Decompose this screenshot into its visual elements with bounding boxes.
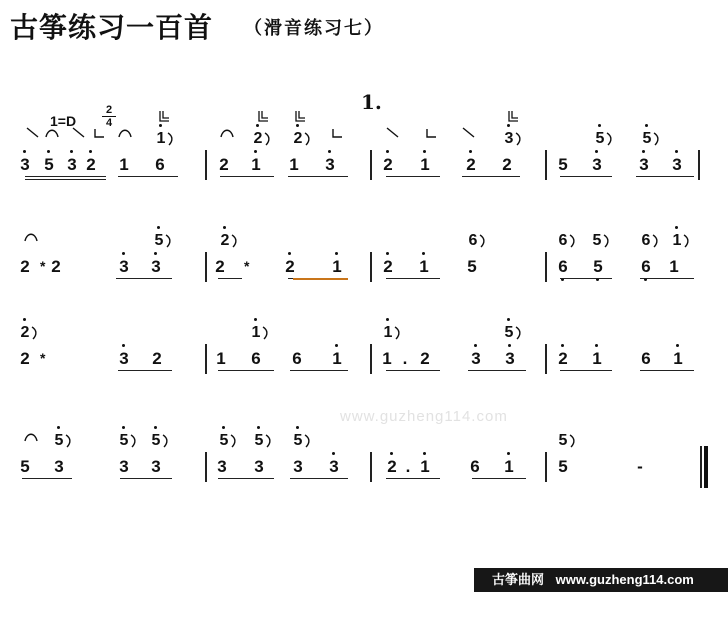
score-row-4	[0, 428, 728, 508]
note: 2	[502, 155, 512, 174]
page-title: 古筝练习一百首	[10, 12, 214, 43]
slide-hook-icon	[31, 326, 39, 340]
high-octave-dot	[288, 252, 291, 255]
note: 2	[555, 350, 571, 368]
high-octave-dot	[57, 426, 60, 429]
note: 1	[589, 350, 605, 368]
beam-line	[118, 370, 172, 371]
time-signature-top: 2	[102, 104, 116, 117]
note: 1	[501, 458, 517, 476]
note: 5	[558, 457, 568, 476]
note: 2	[215, 257, 225, 276]
star-symbol: *	[40, 258, 46, 274]
high-octave-dot	[561, 344, 564, 347]
slide-hook-icon	[262, 326, 270, 340]
barline	[545, 344, 547, 374]
bracket-mark-icon	[256, 110, 270, 124]
upper-note: 1	[153, 130, 169, 148]
slide-down-icon	[72, 126, 86, 140]
high-octave-dot	[507, 318, 510, 321]
high-octave-dot	[675, 226, 678, 229]
beam-line	[640, 278, 694, 279]
beam-line	[290, 478, 348, 479]
note: 6	[555, 258, 571, 276]
high-octave-dot	[157, 226, 160, 229]
upper-note: 6	[558, 232, 568, 249]
high-octave-dot	[222, 426, 225, 429]
note: 2	[463, 156, 479, 174]
upper-note: 5	[558, 432, 568, 449]
slide-hook-icon	[394, 326, 402, 340]
slide-hook-icon	[652, 234, 660, 248]
slide-hook-icon	[515, 326, 523, 340]
slur-arc-icon	[24, 430, 38, 444]
slide-down-icon	[26, 126, 40, 140]
note: 5	[20, 457, 30, 476]
high-octave-dot	[423, 150, 426, 153]
beam-line	[636, 176, 694, 177]
high-octave-dot	[335, 344, 338, 347]
beam-line	[218, 370, 274, 371]
note: 2	[83, 156, 99, 174]
upper-note: 5	[116, 432, 132, 450]
star-symbol: *	[244, 258, 250, 274]
upper-note: 5	[148, 432, 164, 450]
slide-hook-icon	[231, 234, 239, 248]
beam-line	[293, 278, 348, 280]
piece-number: 1.	[361, 90, 382, 114]
slide-hook-icon	[603, 234, 611, 248]
note: 3	[54, 457, 64, 476]
upper-note: 5	[501, 324, 517, 342]
note: 1	[248, 156, 264, 174]
slide-hook-icon	[162, 434, 170, 448]
slide-hook-icon	[683, 234, 691, 248]
beam-line	[120, 478, 172, 479]
beam-line	[640, 370, 694, 371]
barline	[698, 150, 700, 180]
high-octave-dot	[390, 452, 393, 455]
slide-hook-icon	[167, 132, 175, 146]
note: 2	[282, 258, 298, 276]
beam-line	[25, 179, 106, 180]
upper-note: 2	[17, 324, 33, 342]
barline	[205, 344, 207, 374]
note: 3	[116, 258, 132, 276]
beam-line	[468, 370, 526, 371]
footer-site-name: 古筝曲网	[492, 572, 545, 587]
slide-hook-icon	[130, 434, 138, 448]
time-signature-bottom: 4	[105, 117, 113, 129]
note: 1	[329, 350, 345, 368]
note: 6	[155, 155, 165, 174]
footer-url: www.guzheng114.com	[555, 572, 694, 587]
high-octave-dot	[675, 150, 678, 153]
barline	[370, 344, 372, 374]
beam-line	[560, 176, 612, 177]
beam-line	[25, 176, 106, 177]
note: 3	[151, 457, 161, 476]
high-octave-dot	[254, 150, 257, 153]
beam-line	[462, 176, 520, 177]
score-row-1	[0, 126, 728, 206]
bracket-mark-icon	[506, 110, 520, 124]
high-octave-dot	[386, 150, 389, 153]
slur-arc-icon	[118, 126, 132, 140]
note: 2	[380, 258, 396, 276]
upper-note: 5	[151, 232, 167, 250]
note: 3	[502, 350, 518, 368]
upper-note: 2	[250, 130, 266, 148]
high-octave-dot	[23, 150, 26, 153]
barline	[205, 452, 207, 482]
note: 3	[64, 156, 80, 174]
upper-note: 1	[669, 232, 685, 250]
note: 1	[416, 258, 432, 276]
high-octave-dot	[642, 150, 645, 153]
slide-hook-icon	[569, 434, 577, 448]
slide-hook-icon	[606, 132, 614, 146]
barline	[545, 150, 547, 180]
high-octave-dot	[598, 124, 601, 127]
upper-note: 6	[468, 232, 478, 249]
slide-hook-icon	[569, 234, 577, 248]
high-octave-dot	[507, 452, 510, 455]
high-octave-dot	[595, 344, 598, 347]
beam-line	[118, 176, 178, 177]
high-octave-dot	[474, 344, 477, 347]
slide-hook-icon	[515, 132, 523, 146]
beam-line	[288, 176, 348, 177]
corner-mark-icon	[92, 126, 106, 140]
score-row-2	[0, 228, 728, 308]
high-octave-dot	[122, 426, 125, 429]
note-symbol: .	[405, 457, 411, 476]
high-octave-dot	[676, 344, 679, 347]
high-octave-dot	[645, 124, 648, 127]
note: 6	[251, 349, 261, 368]
watermark: www.guzheng114.com	[340, 408, 508, 425]
high-octave-dot	[507, 124, 510, 127]
note: 2	[384, 458, 400, 476]
upper-note: 5	[290, 432, 306, 450]
note: 1	[289, 155, 299, 174]
high-octave-dot	[47, 150, 50, 153]
note: 2	[219, 155, 229, 174]
beam-line	[386, 176, 440, 177]
barline	[205, 150, 207, 180]
note: 3	[589, 156, 605, 174]
high-octave-dot	[328, 150, 331, 153]
beam-line	[560, 278, 612, 279]
high-octave-dot	[154, 426, 157, 429]
note: 6	[638, 258, 654, 276]
slide-hook-icon	[65, 434, 73, 448]
upper-note: 5	[639, 130, 655, 148]
note: 6	[641, 349, 651, 368]
barline	[545, 452, 547, 482]
high-octave-dot	[23, 318, 26, 321]
slur-arc-icon	[220, 126, 234, 140]
note: 1	[417, 156, 433, 174]
note-symbol: -	[637, 457, 643, 476]
high-octave-dot	[256, 124, 259, 127]
high-octave-dot	[89, 150, 92, 153]
note: 2	[20, 349, 30, 368]
upper-note: 5	[216, 432, 232, 450]
note: 5	[558, 155, 568, 174]
note: 5	[467, 257, 477, 276]
slide-hook-icon	[304, 434, 312, 448]
note: 2	[152, 349, 162, 368]
bracket-mark-icon	[293, 110, 307, 124]
beam-line	[290, 370, 348, 371]
note: 1	[669, 257, 679, 276]
note: 1	[417, 458, 433, 476]
slur-arc-icon	[24, 230, 38, 244]
beam-line	[386, 478, 440, 479]
note: 2	[51, 257, 61, 276]
note: 2	[20, 257, 30, 276]
note: 6	[470, 457, 480, 476]
barline	[370, 452, 372, 482]
high-octave-dot	[332, 452, 335, 455]
barline	[370, 150, 372, 180]
note: 1	[216, 349, 226, 368]
upper-note: 1	[248, 324, 264, 342]
slide-down-icon	[462, 126, 476, 140]
high-octave-dot	[422, 252, 425, 255]
high-octave-dot	[257, 426, 260, 429]
barline	[370, 252, 372, 282]
page-subtitle: （滑音练习七）	[244, 18, 384, 38]
upper-note: 1	[380, 324, 396, 342]
upper-note: 5	[51, 432, 67, 450]
high-octave-dot	[154, 252, 157, 255]
note: 3	[669, 156, 685, 174]
upper-note: 5	[592, 232, 602, 249]
beam-line	[220, 176, 274, 177]
beam-line	[22, 478, 72, 479]
note: 3	[322, 156, 338, 174]
note: 5	[590, 258, 606, 276]
note: 3	[293, 457, 303, 476]
high-octave-dot	[159, 124, 162, 127]
high-octave-dot	[122, 252, 125, 255]
note: 6	[292, 349, 302, 368]
high-octave-dot	[296, 124, 299, 127]
slide-hook-icon	[165, 234, 173, 248]
high-octave-dot	[595, 150, 598, 153]
high-octave-dot	[469, 150, 472, 153]
star-symbol: *	[40, 350, 46, 366]
high-octave-dot	[386, 318, 389, 321]
high-octave-dot	[386, 252, 389, 255]
corner-mark-icon	[424, 126, 438, 140]
upper-note: 5	[251, 432, 267, 450]
note: 3	[326, 458, 342, 476]
slide-hook-icon	[479, 234, 487, 248]
note: 2	[420, 349, 430, 368]
slide-hook-icon	[265, 434, 273, 448]
score-row-3	[0, 320, 728, 400]
note: 3	[254, 457, 264, 476]
note: 3	[116, 350, 132, 368]
slide-hook-icon	[304, 132, 312, 146]
note: 3	[119, 457, 129, 476]
note-symbol: .	[402, 349, 408, 368]
note: 5	[41, 156, 57, 174]
upper-note: 6	[641, 232, 651, 249]
slide-hook-icon	[230, 434, 238, 448]
beam-line	[472, 478, 526, 479]
high-octave-dot	[423, 452, 426, 455]
bracket-mark-icon	[157, 110, 171, 124]
high-octave-dot	[70, 150, 73, 153]
upper-note: 2	[290, 130, 306, 148]
upper-note: 2	[217, 232, 233, 250]
high-octave-dot	[508, 344, 511, 347]
upper-note: 5	[592, 130, 608, 148]
barline	[545, 252, 547, 282]
note: 1	[119, 155, 129, 174]
beam-line	[116, 278, 172, 279]
upper-note: 3	[501, 130, 517, 148]
beam-line	[218, 478, 274, 479]
high-octave-dot	[296, 426, 299, 429]
high-octave-dot	[254, 318, 257, 321]
key-signature: 1=D	[50, 113, 77, 129]
slide-hook-icon	[264, 132, 272, 146]
beam-line	[386, 278, 440, 279]
high-octave-dot	[122, 344, 125, 347]
high-octave-dot	[335, 252, 338, 255]
note: 3	[217, 457, 227, 476]
slide-down-icon	[386, 126, 400, 140]
note: 3	[468, 350, 484, 368]
beam-line	[218, 278, 242, 279]
slide-hook-icon	[653, 132, 661, 146]
note: 1	[670, 350, 686, 368]
note: 1	[329, 258, 345, 276]
slur-arc-icon	[45, 126, 59, 140]
note: 3	[636, 156, 652, 174]
beam-line	[386, 370, 440, 371]
note: 2	[380, 156, 396, 174]
high-octave-dot	[223, 226, 226, 229]
note: 3	[148, 258, 164, 276]
beam-line	[560, 370, 612, 371]
corner-mark-icon	[330, 126, 344, 140]
barline	[205, 252, 207, 282]
note: 3	[17, 156, 33, 174]
footer-badge[interactable]	[474, 568, 728, 592]
note: 1	[382, 349, 392, 368]
